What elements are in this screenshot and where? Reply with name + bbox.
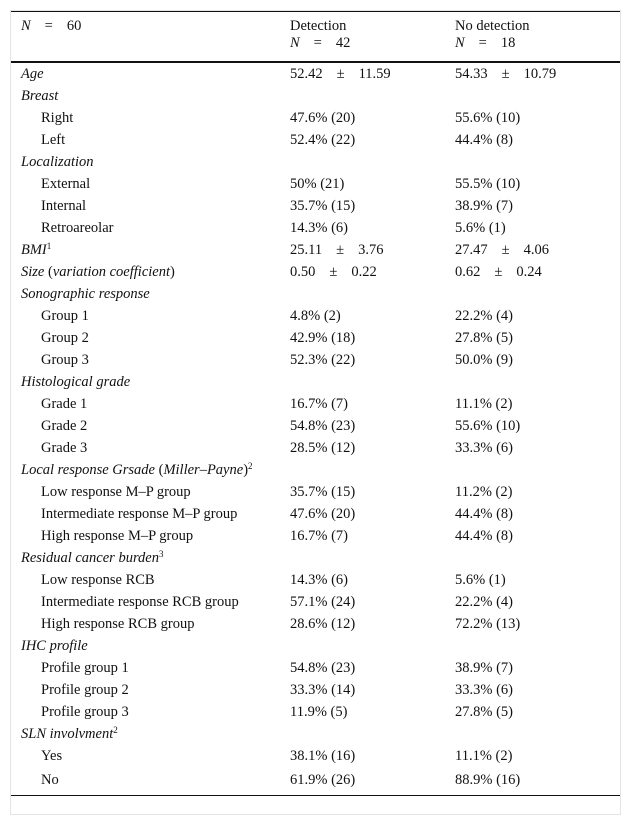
footnote-marker: 1 [46, 241, 52, 251]
row-label [11, 195, 290, 217]
sd-value: 10.79 [523, 66, 557, 82]
row-label [11, 547, 290, 569]
detection-value: 50% (21) [290, 176, 345, 192]
table-row [11, 481, 620, 503]
mean-value: 27.47 [455, 242, 488, 258]
row-label [11, 151, 290, 173]
plus-minus: ± [329, 264, 338, 280]
table-row [11, 591, 620, 613]
no-detection-value: 44.4% (8) [455, 132, 513, 148]
row-label [11, 679, 290, 701]
row-label [11, 305, 290, 327]
detection-value: 16.7% (7) [290, 528, 348, 544]
detection-n-value: 42 [335, 35, 351, 51]
row-label-text: High response M–P group [41, 528, 194, 544]
row-label [11, 481, 290, 503]
row-label [11, 239, 290, 261]
table-header [11, 12, 620, 63]
no-detection-value: 11.1% (2) [455, 748, 513, 764]
no-detection-value: 44.4% (8) [455, 506, 513, 522]
no-detection-value: 38.9% (7) [455, 198, 513, 214]
row-label [11, 415, 290, 437]
row-label [11, 85, 290, 107]
row-label-extra: variation coefficient [52, 264, 171, 280]
detection-value: 4.8% (2) [290, 308, 341, 324]
no-detection-n: N = 18 [455, 35, 516, 51]
row-label-text: Internal [41, 198, 87, 214]
mean-sd-cell [455, 62, 620, 85]
table-row [11, 62, 620, 85]
row-label [11, 723, 290, 745]
row-label [11, 371, 290, 393]
detection-value: 52.3% (22) [290, 352, 356, 368]
row-label-text: Low response M–P group [41, 484, 191, 500]
table-row [11, 305, 620, 327]
sd-value: 3.76 [358, 242, 384, 258]
row-label-text: Retroareolar [41, 220, 114, 236]
row-label-text: Grade 2 [41, 418, 88, 434]
plus-minus: ± [494, 264, 503, 280]
row-label-text: Left [41, 132, 66, 148]
row-label [11, 767, 290, 796]
detection-value: 11.9% (5) [290, 704, 348, 720]
footnote-marker: 2 [113, 725, 118, 735]
row-label [11, 173, 290, 195]
no-detection-value: 88.9% (16) [455, 767, 620, 796]
sd-value: 4.06 [523, 242, 549, 258]
row-label-text: Local response Grsade [21, 462, 155, 478]
row-label-extra: Miller–Payne [163, 462, 244, 478]
sd-value: 0.22 [351, 264, 377, 280]
group-header-row [11, 547, 620, 569]
equals-sign: = [44, 18, 53, 34]
table-row [11, 437, 620, 459]
row-label-text: Right [41, 110, 74, 126]
row-label-text: BMI [21, 242, 47, 258]
mean-sd-cell [455, 261, 620, 283]
detection-value: 47.6% (20) [290, 506, 356, 522]
table-row [11, 349, 620, 371]
row-label: Size (variation coefficient) [21, 264, 175, 280]
detection-value: 54.8% (23) [290, 660, 356, 676]
detection-value: 61.9% (26) [290, 767, 455, 796]
table-row [11, 107, 620, 129]
row-label [11, 569, 290, 591]
group-header-row [11, 371, 620, 393]
row-label [11, 613, 290, 635]
row-label-text: Profile group 1 [41, 660, 129, 676]
row-label [11, 129, 290, 151]
sd-value: 11.59 [358, 66, 391, 82]
row-label [11, 745, 290, 767]
no-detection-value: 11.2% (2) [455, 484, 513, 500]
mean-value: 0.62 [455, 264, 481, 280]
mean-value: 0.50 [290, 264, 316, 280]
group-header-row [11, 151, 620, 173]
mean-sd-cell [290, 239, 455, 261]
detection-value: 47.6% (20) [290, 110, 356, 126]
row-label-text: Localization [21, 154, 94, 170]
row-label-text: Sonographic response [21, 286, 150, 302]
plus-minus: ± [336, 66, 345, 82]
table-row [11, 613, 620, 635]
detection-value: 16.7% (7) [290, 396, 348, 412]
row-label [11, 437, 290, 459]
row-label [11, 62, 290, 85]
row-label-text: Group 2 [41, 330, 89, 346]
detection-value: 38.1% (16) [290, 748, 356, 764]
group-header-row [11, 723, 620, 745]
table-row [11, 239, 620, 261]
mean-value: 52.42 [290, 66, 323, 82]
no-detection-column-header: No detection [455, 18, 530, 34]
row-label-text: High response RCB group [41, 616, 195, 632]
no-detection-value: 27.8% (5) [455, 704, 513, 720]
row-label-text: IHC profile [21, 638, 88, 654]
row-label [11, 107, 290, 129]
row-label-text: No [41, 771, 59, 788]
total-n-value: 60 [66, 18, 82, 34]
row-label [11, 283, 290, 305]
table-row [11, 217, 620, 239]
no-detection-value: 55.6% (10) [455, 418, 521, 434]
detection-value: 35.7% (15) [290, 198, 356, 214]
row-label-text: Breast [21, 88, 59, 104]
detection-value: 33.3% (14) [290, 682, 356, 698]
row-label-text: Histological grade [21, 374, 131, 390]
group-header-row [11, 283, 620, 305]
sd-value: 0.24 [516, 264, 542, 280]
no-detection-n-value: 18 [500, 35, 516, 51]
total-n-header [11, 12, 290, 36]
row-label-text: Grade 3 [41, 440, 88, 456]
n-symbol: N [21, 18, 31, 34]
plus-minus: ± [336, 242, 345, 258]
mean-value: 54.33 [455, 66, 488, 82]
table-row [11, 393, 620, 415]
table-row [11, 327, 620, 349]
row-label-text: Residual cancer burden [21, 550, 159, 566]
table-row [11, 173, 620, 195]
detection-value: 28.6% (12) [290, 616, 356, 632]
row-label-text: Group 1 [41, 308, 89, 324]
row-label-text: Group 3 [41, 352, 89, 368]
group-header-row [11, 635, 620, 657]
mean-sd-cell [455, 239, 620, 261]
no-detection-value: 5.6% (1) [455, 220, 506, 236]
row-label-text: Intermediate response RCB group [41, 594, 239, 610]
row-label-text: Low response RCB [41, 572, 155, 588]
row-label [11, 393, 290, 415]
table-row [11, 129, 620, 151]
row-label [11, 591, 290, 613]
no-detection-value: 27.8% (5) [455, 330, 513, 346]
detection-value: 57.1% (24) [290, 594, 356, 610]
row-label [11, 701, 290, 723]
table-row [11, 525, 620, 547]
row-label [11, 635, 290, 657]
statistics-table [11, 11, 620, 796]
table-row [11, 195, 620, 217]
table-row [11, 767, 620, 796]
no-detection-value: 44.4% (8) [455, 528, 513, 544]
row-label [11, 657, 290, 679]
group-header-row [11, 85, 620, 107]
row-label [11, 349, 290, 371]
footnote-marker: 2 [248, 461, 253, 471]
row-label [11, 217, 290, 239]
no-detection-value: 38.9% (7) [455, 660, 513, 676]
mean-value: 25.11 [290, 242, 323, 258]
row-label-text: Age [21, 66, 44, 82]
no-detection-value: 55.6% (10) [455, 110, 521, 126]
footnote-marker: 3 [158, 549, 164, 559]
no-detection-value: 33.3% (6) [455, 682, 513, 698]
row-label: Local response Grsade (Miller–Payne)$^2$ [21, 461, 253, 478]
detection-value: 35.7% (15) [290, 484, 356, 500]
table-row [11, 657, 620, 679]
detection-column-header: Detection [290, 18, 347, 34]
row-label-text: Intermediate response M–P group [41, 506, 238, 522]
plus-minus: ± [501, 66, 510, 82]
no-detection-value: 33.3% (6) [455, 440, 513, 456]
no-detection-value: 5.6% (1) [455, 572, 506, 588]
table-row [11, 569, 620, 591]
detection-n: N = 42 [290, 35, 351, 51]
no-detection-value: 11.1% (2) [455, 396, 513, 412]
table-body [11, 62, 620, 796]
table-row [11, 745, 620, 767]
no-detection-value: 72.2% (13) [455, 616, 521, 632]
table-row [11, 415, 620, 437]
row-label [11, 525, 290, 547]
row-label-text: Grade 1 [41, 396, 88, 412]
row-label [11, 327, 290, 349]
table-row [11, 261, 620, 283]
row-label-text: SLN involvment [21, 726, 114, 742]
detection-value: 42.9% (18) [290, 330, 356, 346]
no-detection-value: 22.2% (4) [455, 308, 513, 324]
detection-value: 14.3% (6) [290, 220, 348, 236]
row-label-text: External [41, 176, 91, 192]
row-label [11, 503, 290, 525]
detection-value: 28.5% (12) [290, 440, 356, 456]
table-row [11, 503, 620, 525]
plus-minus: ± [501, 242, 510, 258]
no-detection-value: 55.5% (10) [455, 176, 521, 192]
row-label-text: Profile group 2 [41, 682, 129, 698]
mean-sd-cell [290, 261, 455, 283]
no-detection-value: 22.2% (4) [455, 594, 513, 610]
detection-value: 52.4% (22) [290, 132, 356, 148]
mean-sd-cell [290, 62, 455, 85]
group-header-row [11, 459, 620, 481]
table-row [11, 701, 620, 723]
row-label-text: Profile group 3 [41, 704, 129, 720]
table-row [11, 679, 620, 701]
row-label-text: Yes [41, 748, 63, 764]
row-label-text: Size [21, 264, 45, 280]
detection-value: 14.3% (6) [290, 572, 348, 588]
no-detection-value: 50.0% (9) [455, 352, 513, 368]
detection-value: 54.8% (23) [290, 418, 356, 434]
